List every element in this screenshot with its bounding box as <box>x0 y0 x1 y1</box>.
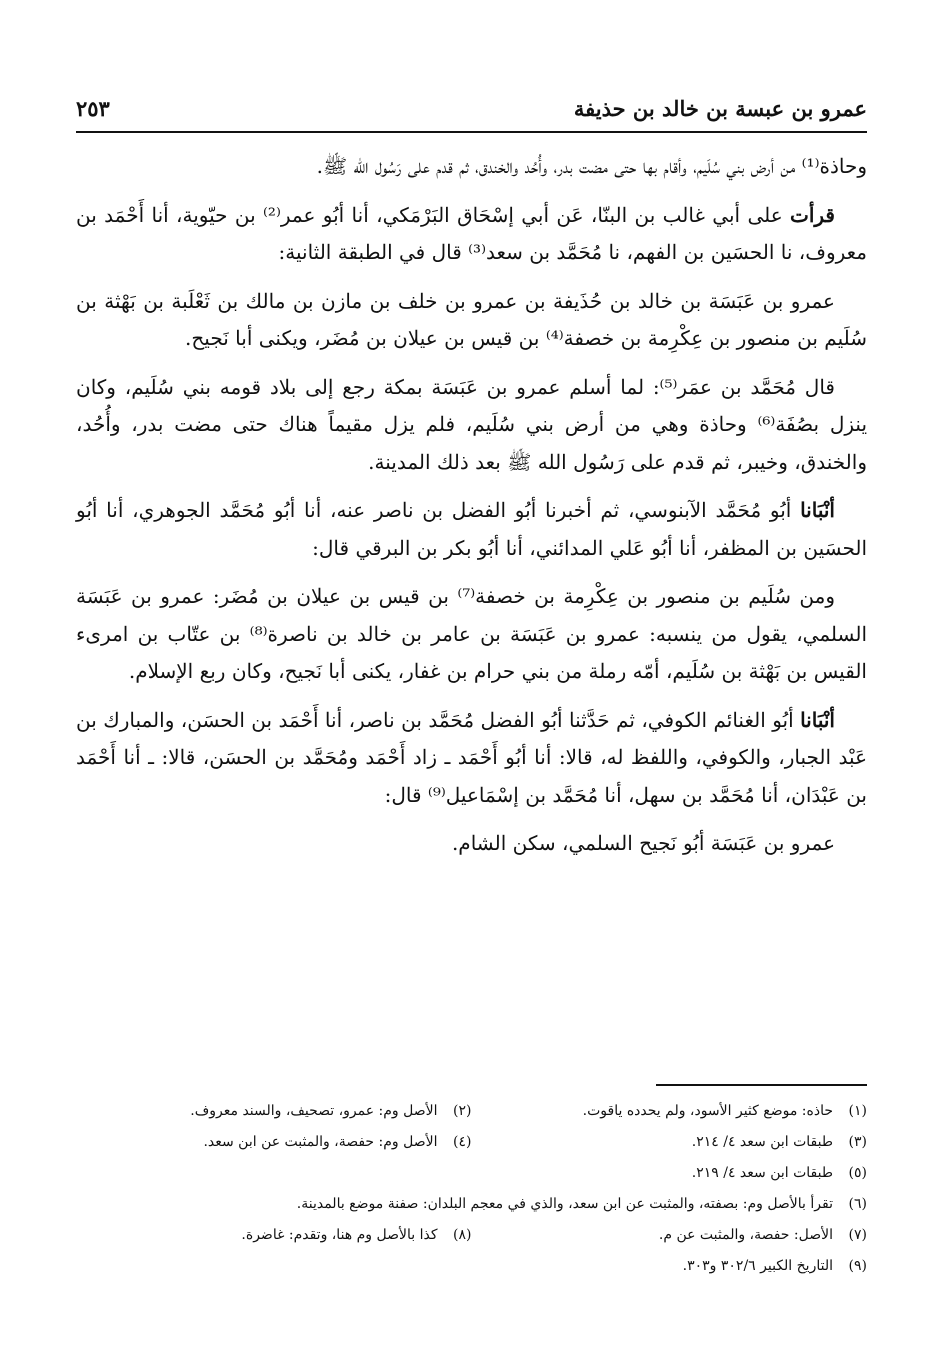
paragraph-3: عمرو بن عَبَسَة بن خالد بن حُذَيفة بن عمرو بن خلف بن مازن بن مالك بن ثَعْلَبة بن بَهْثة بن سُلَيم بن منصور بن عِكْرِمة بن خصفة⁽⁴⁾ بن قيس بن عيلان بن مُضَر، ويكنى أبا نَجيح. <box>76 288 867 350</box>
footnote-row <box>76 1096 867 1127</box>
footnote-rule <box>656 1084 867 1086</box>
paragraph-5-text: أبُو مُحَمَّد الآبنوسي، ثم أخبرنا أبُو الفضل بن ناصر عنه، أنا أبُو مُحَمَّد الجوهري، أنا أبُو الحسَين بن المظفر، أنا أبُو عَلي المدائني، أنا أبُو بكر بن البرقي قال: <box>76 498 867 560</box>
footnote-row <box>76 1251 867 1282</box>
footnote-6: (٦)تقرأ بالأصل وم: بصفته، والمثبت عن ابن سعد، والذي في معجم البلدان: صفنة موضع بالمدينة. <box>296 1196 867 1212</box>
footnote-7: (٧)الأصل: حفصة، والمثبت عن م. <box>658 1227 867 1243</box>
paragraph-7-text: أبُو الغنائم الكوفي، ثم حَدَّثنا أبُو الفضل مُحَمَّد بن ناصر، أنا أَحْمَد بن الحسَن، والمبارك بن عَبْد الجبار، والكوفي، واللفظ له، قالا: أنا أبُو أَحْمَد ـ زاد أَحْمَد ومُحَمَّد بن الحسَن، قالا: ـ أنا أَحْمَد بن عَبْدَان، أنا مُحَمَّد بن سهل، أنا مُحَمَّد بن إسْمَاعيل⁽⁹⁾ قال: <box>76 707 867 807</box>
footnote-5: (٥)طبقات ابن سعد ٤/ ٢١٩. <box>691 1165 867 1181</box>
footnote-3: (٣)طبقات ابن سعد ٤/ ٢١٤. <box>691 1134 867 1150</box>
paragraph-4: قال مُحَمَّد بن عمَر⁽⁵⁾: لما أسلم عمرو بن عَبَسَة بمكة رجع إلى بلاد قومه بني سُلَيم، وكان ينزل بصُفَة⁽⁶⁾ وحاذة وهي من أرض بني سُلَيم، فلم يزل مقيماً هناك حتى مضت بدر، وأُحُد، والخندق، وخيبر، ثم قدم على رَسُول الله ﷺ بعد ذلك المدينة. <box>76 374 868 474</box>
header-rule <box>76 131 867 133</box>
footnote-row <box>76 1189 867 1220</box>
footnote-4: (٤)الأصل وم: حفصة، والمثبت عن ابن سعد. <box>203 1134 472 1150</box>
running-header <box>76 88 867 128</box>
paragraph-2-text: على أبي غالب بن البنّا، عَن أبي إسْحَاق البَرْمَكي، أنا أبُو عمر⁽²⁾ بن حيّوية، أنا أَحْمَد بن معروف، نا الحسَين بن الفهم، نا مُحَمَّد بن سعد⁽³⁾ قال في الطبقة الثانية: <box>76 202 867 264</box>
paragraph-1: وحاذة⁽¹⁾ من أرض بني سُلَيم، وأقام بها حتى مضت بدر، وأُحُد والخندق، ثم قدم على رَسُول الله ﷺ. <box>316 154 867 178</box>
paragraph-7 <box>76 702 867 815</box>
footnotes <box>76 1096 867 1282</box>
main-text <box>76 148 867 874</box>
paragraph-8: عمرو بن عَبَسَة أبُو نَجيح السلمي، سكن الشام. <box>451 831 835 855</box>
footnote-2: (٢)الأصل وم: عمرو، تصحيف، والسند معروف. <box>190 1103 472 1119</box>
paragraph-6: ومن سُلَيم بن منصور بن عِكْرِمة بن خصفة⁽⁷⁾ بن قيس بن عيلان بن مُضَر: عمرو بن عَبَسَة السلمي، يقول من ينسبه: عمرو بن عَبَسَة بن عامر بن خالد بن ناصرة⁽⁸⁾ بن عتّاب بن امرىء القيس بن بَهْثة بن سُلَيم، أمّه رملة من بني حرام بن غفار، يكنى أبا نَجيح، وكان ربع الإسلام. <box>76 584 867 683</box>
footnote-8: (٨)كذا بالأصل وم هنا، وتقدم: غاضرة. <box>241 1227 472 1243</box>
footnote-row <box>76 1127 867 1158</box>
paragraph-5 <box>76 492 867 567</box>
footnote-9: (٩)التاريخ الكبير ٣٠٢/٦ و٣٠٣. <box>682 1258 867 1274</box>
paragraph-7-lead: أنْبَانا <box>800 707 835 732</box>
paragraph-5-lead: أنْبَانا <box>800 498 835 522</box>
paragraph-2 <box>76 197 867 272</box>
footnote-row <box>76 1158 867 1189</box>
footnote-row <box>76 1220 867 1251</box>
paragraph-2-lead: قرأت <box>790 202 835 227</box>
header-title: عمرو بن عبسة بن خالد بن حذيفة <box>573 95 867 121</box>
page-number: ٢٥٣ <box>76 95 110 121</box>
footnote-1: (١)حاذه: موضع كثير الأسود، ولم يحدده ياقوت. <box>582 1103 867 1119</box>
